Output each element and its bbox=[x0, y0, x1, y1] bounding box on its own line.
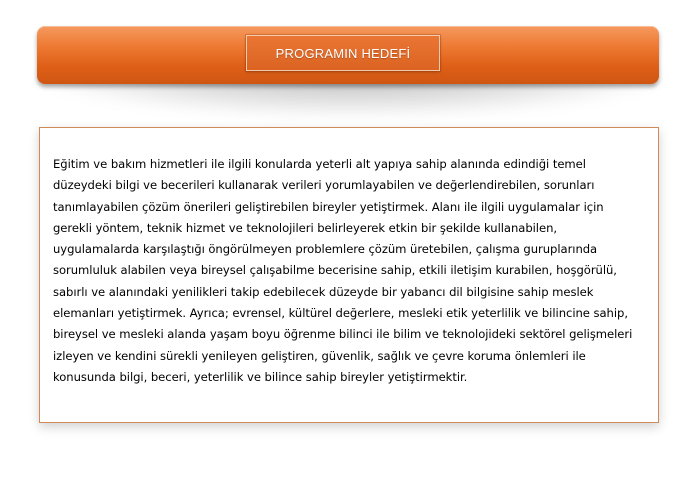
title-banner bbox=[37, 26, 659, 84]
title-box bbox=[246, 35, 440, 71]
objective-paragraph: Eğitim ve bakım hizmetleri ile ilgili konularda yeterli alt yapıya sahip alanında edindiği temel düzeydeki bilgi ve becerileri kullanarak verileri yorumlayabilen ve değerlendirebilen, sorunları tanımlayabilen çözüm önerileri geliştirebilen bireyler yetiştirmek. Alanı ile ilgili uygulamalar için gerekli yöntem, teknik hizmet ve teknolojileri belirleyerek etkin bir şekilde kullanabilen, uygulamalarda karşılaştığı öngörülmeyen problemlere çözüm üretebilen, çalışma guruplarında sorumluluk alabilen veya bireysel çalışabilme becerisine sahip, etkili iletişim kurabilen, hoşgörülü, sabırlı ve alanındaki yenilikleri takip edebilecek düzeyde bir yabancı dil bilgisine sahip meslek elemanları yetiştirmek. Ayrıca; evrensel, kültürel değerlere, mesleki etik yeterlilik ve bilincine sahip, bireysel ve mesleki alanda yaşam boyu öğrenme bilinci ile bilim ve teknolojideki sektörel gelişmeleri izleyen ve kendini sürekli yenileyen geliştiren, güvenlik, sağlık ve çevre koruma önlemleri ile konusunda bilgi, beceri, yeterlilik ve bilince sahip bireyler yetiştirmektir. bbox=[53, 157, 633, 384]
page-title: PROGRAMIN HEDEFİ bbox=[275, 45, 411, 61]
content-panel bbox=[39, 127, 659, 423]
